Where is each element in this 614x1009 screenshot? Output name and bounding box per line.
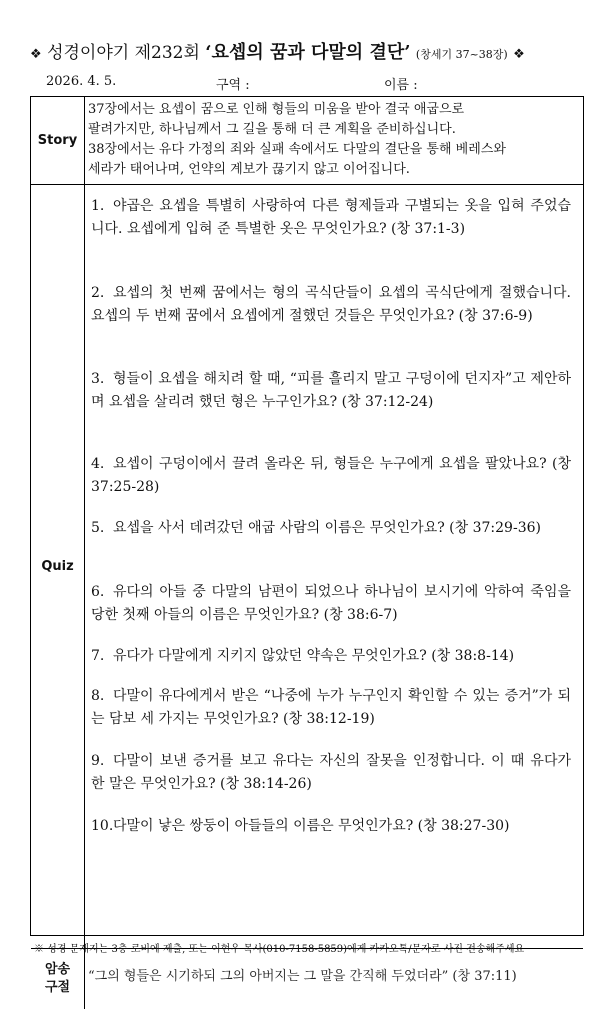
story-row <box>31 97 583 185</box>
question-text: 요셉의 첫 번째 꿈에서는 형의 곡식단들이 요셉의 곡식단에게 절했습니다. 요셉의 두 번째 꿈에서 요셉에게 절했던 것들은 무엇인가요? (창 37:6-9) <box>91 285 571 324</box>
quiz-question <box>91 453 571 499</box>
story-line: 세라가 태어나며, 언약의 계보가 끊기지 않고 이어집니다. <box>88 162 410 177</box>
question-number: 7. <box>91 648 105 664</box>
series-label: 성경이야기 제232회 <box>47 43 200 63</box>
question-number: 8. <box>91 688 105 704</box>
quiz-question <box>91 750 571 796</box>
quiz-question <box>91 517 571 540</box>
worksheet-title <box>30 38 600 64</box>
question-text: 유다의 아들 중 다말의 남편이 되었으나 하나님이 보시기에 악하여 죽임을 당한 첫째 아들의 이름은 무엇인가요? (창 38:6-7) <box>91 584 571 623</box>
quiz-question <box>91 645 571 668</box>
memory-label-line: 암송 <box>44 962 71 977</box>
story-line: 38장에서는 유다 가정의 죄와 실패 속에서도 다말의 결단을 통해 베레스와 <box>88 142 506 157</box>
question-number: 6. <box>91 584 105 600</box>
question-number: 9. <box>91 753 105 769</box>
story-label: Story <box>31 97 85 184</box>
question-number: 1. <box>91 198 105 214</box>
story-line: 팔려가지만, 하나님께서 그 길을 통해 더 큰 계획을 준비하십니다. <box>88 122 456 137</box>
question-text: 다말이 낳은 쌍둥이 아들들의 이름은 무엇인가요? (창 38:27-30) <box>113 818 510 834</box>
question-text: 다말이 유다에게서 받은 “나중에 누가 누구인지 확인할 수 있는 증거”가 되는 담보 세 가지는 무엇인가요? (창 38:12-19) <box>91 688 571 727</box>
quiz-question <box>91 581 571 627</box>
diamond-icon: ❖ <box>513 47 525 62</box>
memory-verse-row <box>31 949 583 1009</box>
question-number: 10. <box>91 818 114 834</box>
main-title: ‘요셉의 꿈과 다말의 결단’ <box>205 42 411 63</box>
memory-verse-label <box>31 949 85 1009</box>
story-text <box>88 100 578 180</box>
name-label: 이름 : <box>384 78 418 93</box>
question-number: 3. <box>91 371 105 387</box>
quiz-question <box>91 282 571 328</box>
quiz-question <box>91 685 571 731</box>
date-text: 2026. 4. 5. <box>46 74 117 89</box>
quiz-row <box>31 185 583 949</box>
question-text: 형들이 요셉을 해치려 할 때, “피를 흘리지 말고 구덩이에 던지자”고 제안하며 요셉을 살리려 했던 형은 누구인가요? (창 37:12-24) <box>91 371 571 410</box>
footer-note: ※ 성경 문제지는 3층 로비에 제출, 또는 이현우 목사(010-7158-5859)에게 카카오톡/문자로 사진 전송해주세요 <box>34 944 525 955</box>
quiz-question <box>91 815 571 838</box>
memory-label-line: 구절 <box>44 980 71 995</box>
quiz-question <box>91 368 571 414</box>
question-text: 야곱은 요셉을 특별히 사랑하여 다른 형제들과 구별되는 옷을 입혀 주었습니다. 요셉에게 입혀 준 특별한 옷은 무엇인가요? (창 37:1-3) <box>91 198 571 237</box>
diamond-icon: ❖ <box>30 47 42 62</box>
scripture-reference: (창세기 37~38장) <box>415 48 508 61</box>
question-text: 유다가 다말에게 지키지 않았던 약속은 무엇인가요? (창 38:8-14) <box>113 648 515 664</box>
question-text: 요셉이 구덩이에서 끌려 올라온 뒤, 형들은 누구에게 요셉을 팔았나요? (창 37:25-28) <box>91 456 571 495</box>
question-number: 2. <box>91 285 105 301</box>
question-number: 5. <box>91 520 105 536</box>
question-number: 4. <box>91 456 105 472</box>
question-text: 다말이 보낸 증거를 보고 유다는 자신의 잘못을 인정합니다. 이 때 유다가 한 말은 무엇인가요? (창 38:14-26) <box>91 753 571 792</box>
question-text: 요셉을 사서 데려갔던 애굽 사람의 이름은 무엇인가요? (창 37:29-36) <box>113 520 541 536</box>
quiz-label: Quiz <box>31 185 85 948</box>
story-line: 37장에서는 요셉이 꿈으로 인해 형들의 미움을 받아 결국 애굽으로 <box>88 102 465 117</box>
area-label: 구역 : <box>216 78 250 93</box>
memory-verse-text: “그의 형들은 시기하되 그의 아버지는 그 말을 간직해 두었더라” (창 37:11) <box>88 969 517 984</box>
quiz-question <box>91 195 571 241</box>
